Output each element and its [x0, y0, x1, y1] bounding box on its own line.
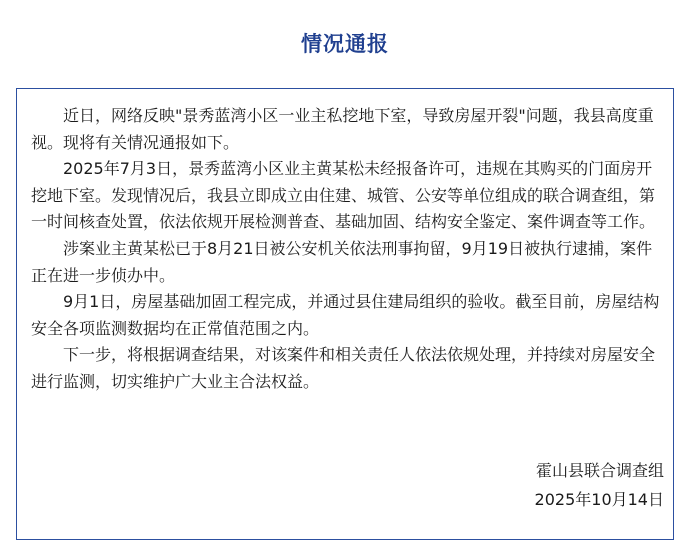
signature-block — [535, 456, 664, 514]
paragraph-intro: 近日，网络反映"景秀蓝湾小区一业主私挖地下室，导致房屋开裂"问题，我县高度重视。现将有关情况通报如下。 — [31, 106, 654, 152]
paragraph-incident: 2025年7月3日，景秀蓝湾小区业主黄某松未经报备许可，违规在其购买的门面房开挖地下室。发现情况后，我县立即成立由住建、城管、公安等单位组成的联合调查组，第一时间核查处置，依法依规开展检测普查、基础加固、结构安全鉴定、案件调查等工作。 — [31, 159, 656, 232]
issue-date: 2025年10月14日 — [534, 490, 664, 509]
paragraph-next-steps: 下一步，将根据调查结果，对该案件和相关责任人依法依规处理，并持续对房屋安全进行监测，切实维护广大业主合法权益。 — [31, 345, 656, 391]
notice-body — [31, 103, 665, 396]
paragraph-reinforcement: 9月1日，房屋基础加固工程完成，并通过县住建局组织的验收。截至目前，房屋结构安全各项监测数据均在正常值范围之内。 — [31, 292, 660, 338]
issuer-name: 霍山县联合调查组 — [535, 461, 664, 480]
paragraph-detention: 涉案业主黄某松已于8月21日被公安机关依法刑事拘留，9月19日被执行逮捕，案件正在进一步侦办中。 — [31, 238, 653, 285]
notice-title: 情况通报 — [301, 32, 389, 56]
